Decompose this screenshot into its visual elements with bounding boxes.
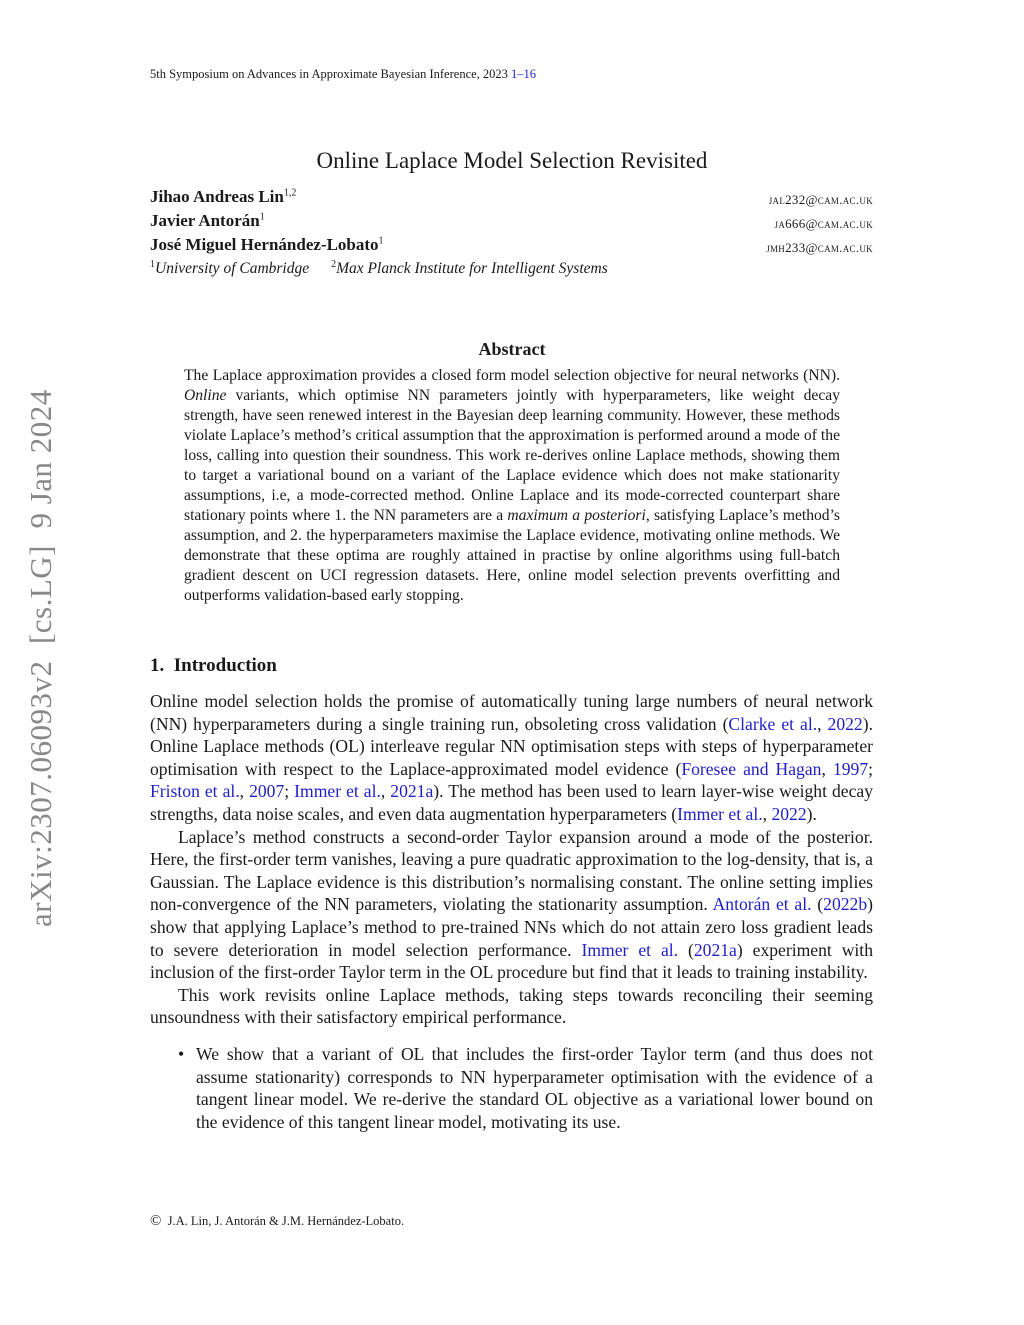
citation-link[interactable]: 2021a bbox=[390, 781, 434, 802]
author-email: jmh233@cam.ac.uk bbox=[766, 240, 873, 255]
citation-link[interactable]: Clarke et al. bbox=[728, 713, 818, 734]
venue-header bbox=[150, 67, 536, 82]
arxiv-stamp: arXiv:2307.06093v2 [cs.LG] 9 Jan 2024 bbox=[23, 389, 58, 927]
paragraph-text: Laplace’s method constructs a second-order Taylor expansion around a mode of the posterior. Here, the first-order term vanishes, leaving a pure quadratic approximation to the log-density, that is, a Gaussian. The Laplace evidence is this distribution’s normalising constant. The online setting implies non-convergence of the NN parameters, violating the stationarity assumption. bbox=[150, 826, 873, 915]
paragraph-text: ) experiment with inclusion of the first-order Taylor term in the OL procedure but find that it leads to training instability. bbox=[150, 939, 873, 983]
citation-link[interactable]: 2022b bbox=[823, 894, 868, 915]
citation-link[interactable]: Foresee and Hagan bbox=[681, 758, 822, 779]
affiliations: $^1$University of Cambridge $^2$Max Planck Institute for Intelligent Systems bbox=[150, 259, 608, 278]
citation-link[interactable]: 2022 bbox=[827, 713, 863, 734]
paragraph-text: , bbox=[762, 803, 772, 824]
citation-link[interactable]: 2022 bbox=[771, 803, 807, 824]
citation-link[interactable]: 1997 bbox=[832, 758, 869, 779]
paragraph-text: ). bbox=[806, 803, 817, 824]
citation-link[interactable]: Immer et al. bbox=[677, 803, 763, 824]
paragraph-text: ). The method has been used to learn layer-wise weight decay strengths, data noise scales, and even data augmentation hyperparameters ( bbox=[150, 781, 873, 824]
page-range-link[interactable]: 1–16 bbox=[511, 67, 537, 81]
author-email: jal232@cam.ac.uk bbox=[768, 192, 873, 207]
paragraph-text: ( bbox=[811, 894, 824, 915]
venue-text: 5th Symposium on Advances in Approximate Bayesian Inference, 2023 bbox=[150, 67, 508, 81]
author-email: ja666@cam.ac.uk bbox=[774, 216, 873, 231]
paragraph-text: ; bbox=[284, 781, 295, 802]
contribution-list bbox=[150, 1043, 873, 1133]
citation-link[interactable]: Friston et al. bbox=[150, 781, 240, 802]
section-heading: 1. Introduction bbox=[150, 655, 277, 676]
list-item: • We show that a variant of OL that includes the first-order Taylor term (and thus does not assume stationarity) corresponds to NN hyperparameter optimisation with the evidence of a tangent linear model. We re-derive the standard OL objective as a variational lower bound on the evidence of this tangent linear model, motivating its use. bbox=[196, 1043, 873, 1133]
introduction-body bbox=[150, 690, 873, 1133]
citation-link[interactable]: Immer et al. bbox=[294, 781, 381, 802]
paragraph-text: , bbox=[239, 781, 250, 802]
author-name: Jihao Andreas Lin$^{1,2}$ bbox=[150, 187, 297, 206]
abstract-text: The Laplace approximation provides a closed form model selection objective for neural networks (NN). Online variants, which optimise NN parameters jointly with hyperparameters, like weight decay strength, have seen renewed interest in the Bayesian deep learning community. However, these methods violate Laplace’s method’s critical assumption that the approximation is performed around a mode of the loss, calling into question their soundness. This work re-derives online Laplace methods, showing them to target a variational bound on a variant of the Laplace evidence which does not make stationarity assumptions, i.e, a mode-corrected method. Online Laplace and its mode-corrected counterpart share stationary points where 1. the NN parameters are a maximum a posteriori, satisfying Laplace’s method’s assumption, and 2. the hyperparameters maximise the Laplace evidence, motivating online methods. We demonstrate that these optima are roughly attained in practise by online algorithms using full-batch gradient descent on UCI regression datasets. Here, online model selection prevents overfitting and outperforms validation-based early stopping. bbox=[184, 367, 840, 604]
copyright-text: J.A. Lin, J. Antorán & J.M. Hernández-Lobato. bbox=[167, 1214, 405, 1228]
paragraph-text: ) show that applying Laplace’s method to pre-trained NNs which do not attain zero loss gradient leads to severe deterioration in model selection performance. bbox=[150, 894, 873, 960]
citation-link[interactable]: Antorán et al. bbox=[712, 894, 812, 915]
author-name: José Miguel Hernández-Lobato$^1$ bbox=[150, 235, 384, 254]
paragraph-text: ; bbox=[868, 758, 874, 779]
paragraph-text: ( bbox=[678, 939, 694, 960]
paragraph-text: Online model selection holds the promise of automatically tuning large numbers of neural network (NN) hyperparameters during a single training run, obsoleting cross validation ( bbox=[150, 691, 873, 734]
paragraph-text: ). Online Laplace methods (OL) interleave regular NN optimisation steps with steps of hyperparameter optimisation with respect to the Laplace-approximated model evidence ( bbox=[150, 713, 873, 779]
citation-link[interactable]: 2021a bbox=[693, 939, 737, 960]
copyright-footer bbox=[150, 1213, 404, 1230]
abstract-heading: Abstract bbox=[478, 339, 546, 359]
paper-title: Online Laplace Model Selection Revisited bbox=[316, 148, 708, 173]
paragraph-text: , bbox=[380, 781, 391, 802]
intro-paragraph bbox=[150, 690, 873, 826]
paragraph-text: , bbox=[821, 758, 833, 779]
citation-link[interactable]: Immer et al. bbox=[581, 939, 679, 960]
author-name: Javier Antorán$^1$ bbox=[150, 211, 265, 230]
intro-paragraph: This work revisits online Laplace methods, taking steps towards reconciling their seeming unsoundness with their satisfactory empirical performance. bbox=[150, 984, 873, 1028]
citation-link[interactable]: 2007 bbox=[249, 781, 285, 802]
intro-paragraph bbox=[150, 826, 873, 984]
copyright-icon: © bbox=[150, 1213, 162, 1229]
paragraph-text: , bbox=[817, 713, 828, 734]
